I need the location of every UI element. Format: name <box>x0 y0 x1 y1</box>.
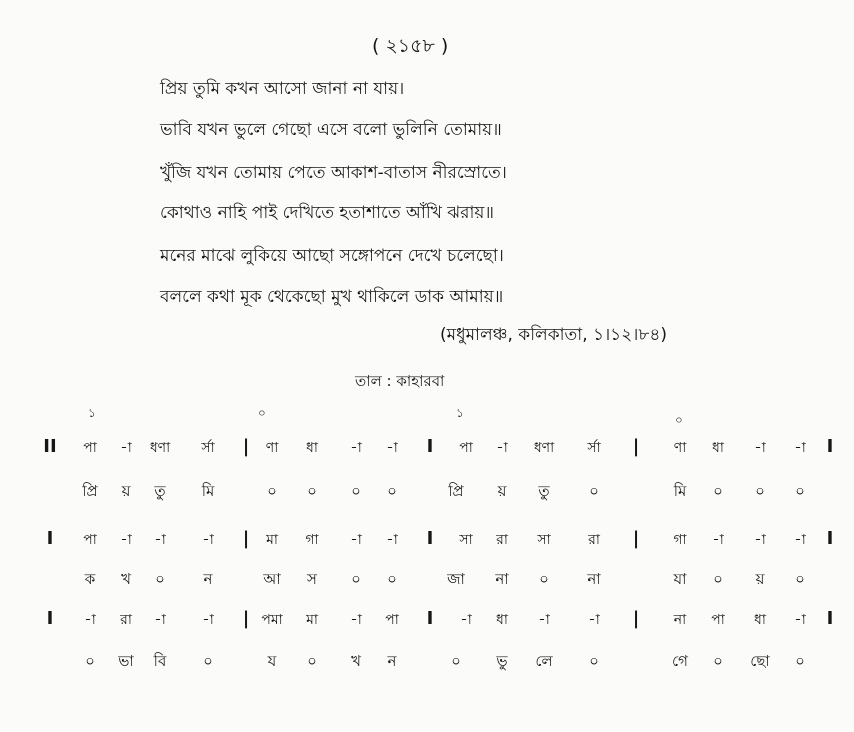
bar-line: I <box>46 528 54 549</box>
syllable: য় <box>497 482 507 500</box>
swar-note: -া <box>154 532 166 548</box>
syllable: প্রি <box>448 482 464 500</box>
swar-note: -া <box>794 612 806 628</box>
syllable: ০ <box>307 652 317 670</box>
bar-line: II <box>43 436 57 457</box>
swar-note: ধণা <box>533 440 555 456</box>
swar-note: মা <box>266 532 278 548</box>
swar-note: গা <box>305 532 319 548</box>
swar-note: -া <box>588 612 600 628</box>
syllable: ০ <box>539 570 549 588</box>
swar-note: পা <box>83 532 97 548</box>
syllable: ০ <box>755 482 765 500</box>
swar-note: ধা <box>754 612 766 628</box>
beat-mark: ০ <box>258 406 266 420</box>
syllable: ০ <box>795 570 805 588</box>
syllable: ০ <box>387 570 397 588</box>
syllable: বি <box>153 652 167 670</box>
swar-note: না <box>673 612 687 628</box>
swar-note: পা <box>83 440 97 456</box>
swar-note: -া <box>120 532 132 548</box>
swar-note: -া <box>754 532 766 548</box>
swar-note: সা <box>459 532 473 548</box>
swar-note: ণা <box>673 440 687 456</box>
lyric-line-1: প্রিয় তুমি কখন আসো জানা না যায়। <box>160 79 405 99</box>
swar-note: -া <box>754 440 766 456</box>
syllable: স <box>307 570 317 588</box>
syllable: য <box>267 652 277 670</box>
syllable: খ <box>351 652 361 670</box>
syllable: য় <box>121 482 131 500</box>
syllable: গে <box>672 652 688 670</box>
swar-note: -া <box>202 612 214 628</box>
swar-note: -া <box>120 440 132 456</box>
swar-note: -া <box>538 612 550 628</box>
swar-note: -া <box>794 532 806 548</box>
bar-line: | <box>632 608 640 629</box>
syllable: ০ <box>387 482 397 500</box>
swar-note: ধা <box>306 440 318 456</box>
lyric-line-6: বললে কথা মূক থেকেছো মুখ থাকিলে ডাক আমায়॥ <box>160 287 504 307</box>
syllable: লে <box>535 652 553 670</box>
swar-note: সা <box>537 532 551 548</box>
swar-note: -া <box>712 532 724 548</box>
bar-line: I <box>826 528 834 549</box>
syllable: ছো <box>750 652 770 670</box>
syllable: য় <box>755 570 765 588</box>
lyric-line-4: কোথাও নাহি পাই দেখিতে হতাশাতে আঁখি ঝরায়॥ <box>160 203 495 223</box>
swar-note: পা <box>459 440 473 456</box>
syllable: ০ <box>351 570 361 588</box>
swar-note: রা <box>496 532 508 548</box>
lyric-line-2: ভাবি যখন ভুলে গেছো এসে বলো ভুলিনি তোমায়॥ <box>160 120 502 140</box>
syllable: ০ <box>267 482 277 500</box>
syllable: তু <box>538 482 550 500</box>
bar-line: | <box>242 608 250 629</box>
swar-note: ণা <box>265 440 279 456</box>
syllable: ভু <box>496 652 508 670</box>
swar-note: রা <box>120 612 132 628</box>
bar-line: I <box>426 436 434 457</box>
lyric-line-3: খুঁজি যখন তোমায় পেতে আকাশ-বাতাস নীরস্রোতে। <box>160 163 507 183</box>
swar-row <box>0 608 854 638</box>
swar-note: পা <box>385 612 399 628</box>
swar-note: -া <box>350 532 362 548</box>
swar-note: গা <box>673 532 687 548</box>
syllable: ০ <box>795 652 805 670</box>
bar-line: | <box>632 528 640 549</box>
swar-note: মা <box>306 612 318 628</box>
swar-note: -া <box>202 532 214 548</box>
syllable: ০ <box>795 482 805 500</box>
syllable: ক <box>84 570 96 588</box>
bar-line: I <box>426 608 434 629</box>
swar-note: -া <box>496 440 508 456</box>
swar-row <box>0 528 854 558</box>
bar-line: I <box>826 436 834 457</box>
beat-mark: ০ <box>675 413 683 427</box>
syllable: ০ <box>713 652 723 670</box>
swar-note: -া <box>350 440 362 456</box>
swar-note: -া <box>154 612 166 628</box>
syllable: না <box>587 570 601 588</box>
beat-mark: ১ <box>456 406 464 420</box>
swar-note: -া <box>350 612 362 628</box>
syllable: ন <box>203 570 213 588</box>
syllable: জা <box>447 570 465 588</box>
beat-mark: ১ <box>88 406 96 420</box>
swar-note: -া <box>84 612 96 628</box>
syllable: তু <box>154 482 166 500</box>
bar-line: | <box>242 436 250 457</box>
word-row <box>0 568 854 598</box>
syllable: আ <box>263 570 281 588</box>
syllable: যা <box>673 570 687 588</box>
syllable: মি <box>201 482 215 500</box>
swar-note: -া <box>386 440 398 456</box>
syllable: মি <box>673 482 687 500</box>
bar-line: I <box>826 608 834 629</box>
swar-note: র্সা <box>201 440 215 456</box>
syllable: ০ <box>713 482 723 500</box>
taal-label: তাল : কাহারবা <box>355 372 445 390</box>
syllable: না <box>495 570 509 588</box>
bar-line: | <box>242 528 250 549</box>
swar-note: পমা <box>261 612 283 628</box>
swar-note: ধা <box>712 440 724 456</box>
bar-line: I <box>426 528 434 549</box>
swar-note: ধণা <box>149 440 171 456</box>
swar-note: পা <box>711 612 725 628</box>
syllable: ০ <box>155 570 165 588</box>
bar-line: I <box>46 608 54 629</box>
syllable: ০ <box>203 652 213 670</box>
syllable: ০ <box>307 482 317 500</box>
swar-note: -া <box>386 532 398 548</box>
swar-note: র্সা <box>587 440 601 456</box>
syllable: ০ <box>589 652 599 670</box>
syllable: ন <box>387 652 397 670</box>
syllable: ভা <box>118 652 134 670</box>
swar-note: ধা <box>496 612 508 628</box>
syllable: ০ <box>85 652 95 670</box>
syllable: ০ <box>451 652 461 670</box>
syllable: ০ <box>589 482 599 500</box>
swar-note: রা <box>588 532 600 548</box>
swar-note: -া <box>794 440 806 456</box>
swar-row <box>0 436 854 466</box>
word-row <box>0 480 854 510</box>
syllable: খ <box>121 570 131 588</box>
lyric-line-5: মনের মাঝে লুকিয়ে আছো সঙ্গোপনে দেখে চলেছো। <box>160 246 504 266</box>
syllable: ০ <box>351 482 361 500</box>
syllable: ০ <box>713 570 723 588</box>
word-row <box>0 650 854 680</box>
bar-line: | <box>632 436 640 457</box>
song-credit: (মধুমালঞ্চ, কলিকাতা, ১।১২।৮৪) <box>440 325 668 345</box>
song-number: ( ২১৫৮ ) <box>372 35 449 57</box>
syllable: প্রি <box>82 482 98 500</box>
swar-note: -া <box>460 612 472 628</box>
